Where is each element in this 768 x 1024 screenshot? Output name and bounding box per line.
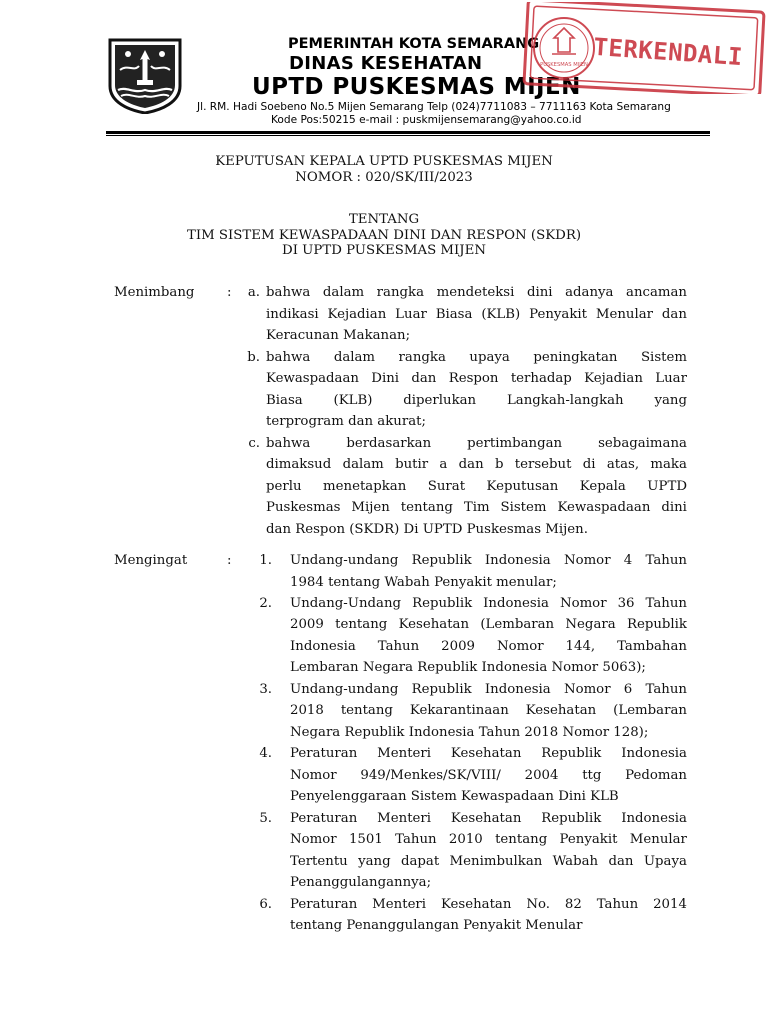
word: ttg xyxy=(582,768,602,783)
mengingat-item-5-line xyxy=(290,854,687,869)
word: dan xyxy=(458,457,484,472)
word: Peraturan xyxy=(290,897,358,912)
word: Tahun xyxy=(377,639,420,654)
word: dan xyxy=(661,307,687,322)
word: dalam xyxy=(333,350,376,365)
word: dini xyxy=(526,285,553,300)
word: adanya xyxy=(565,285,614,300)
mengingat-item-5-line: Penanggulangannya; xyxy=(290,875,432,890)
word: Indonesia xyxy=(484,682,551,697)
word: Tahun xyxy=(395,832,437,847)
menimbang-item-c-line xyxy=(266,479,687,494)
word: Kesehatan xyxy=(440,897,512,912)
mengingat-item-6-mark: 6. xyxy=(259,897,272,912)
word: terhadap xyxy=(510,371,572,386)
word: di xyxy=(582,457,596,472)
word: Langkah-langkah xyxy=(506,393,624,408)
word: Kepala xyxy=(579,479,626,494)
menimbang-item-a-line xyxy=(266,285,687,300)
menimbang-colon: : xyxy=(227,285,232,300)
word: Upaya xyxy=(643,854,687,869)
word: Kewaspadaan xyxy=(557,500,651,515)
word: (KLB) xyxy=(481,307,521,322)
word: indikasi xyxy=(266,307,319,322)
word: Tim xyxy=(463,500,490,515)
word: Kekarantinaan xyxy=(409,703,509,718)
word: Sistem xyxy=(640,350,687,365)
city-emblem-logo xyxy=(106,36,184,114)
menimbang-item-c-mark: c. xyxy=(248,436,260,451)
mengingat-item-2-line xyxy=(290,617,687,632)
mengingat-item-4-line: Penyelenggaraan Sistem Kewaspadaan Dini KLB xyxy=(290,789,619,804)
word: Nomor xyxy=(563,553,611,568)
word: Mijen xyxy=(351,500,390,515)
word: dalam xyxy=(322,285,365,300)
menimbang-item-c-line xyxy=(266,500,687,515)
mengingat-item-6-line: tentang Penanggulangan Penyakit Menular xyxy=(290,918,583,933)
word: bahwa xyxy=(266,285,311,300)
word: Tahun xyxy=(596,897,639,912)
word: Negara xyxy=(565,617,616,632)
word: 36 xyxy=(617,596,635,611)
mengingat-item-4-line xyxy=(290,768,687,783)
word: berdasarkan xyxy=(346,436,432,451)
word: 1501 xyxy=(348,832,383,847)
word: (Lembaran xyxy=(613,703,687,718)
word: Tahun xyxy=(645,596,687,611)
mengingat-item-5-line xyxy=(290,832,687,847)
word: 2004 xyxy=(524,768,559,783)
word: tersebut xyxy=(514,457,572,472)
word: Tertentu xyxy=(290,854,348,869)
word: Republik xyxy=(412,596,473,611)
word: Nomor xyxy=(290,832,337,847)
mengingat-label: Mengingat xyxy=(114,553,188,568)
word: Kesehatan xyxy=(450,746,522,761)
word: Indonesia xyxy=(484,553,551,568)
menimbang-item-b-mark: b. xyxy=(247,350,260,365)
word: ancaman xyxy=(626,285,687,300)
word: 2010 xyxy=(448,832,483,847)
word: 6 xyxy=(623,682,633,697)
menimbang-item-a-line: Keracunan Makanan; xyxy=(266,328,411,343)
word: Tahun xyxy=(645,553,687,568)
decree-subject-line2: DI UPTD PUSKESMAS MIJEN xyxy=(282,243,486,258)
mengingat-item-2-line: Lembaran Negara Republik Indonesia Nomor 5063); xyxy=(290,660,646,675)
word: Nomor xyxy=(290,768,337,783)
word: maka xyxy=(650,457,687,472)
word: yang xyxy=(358,854,391,869)
letterhead-rule-thick xyxy=(106,131,710,134)
word: (KLB) xyxy=(333,393,373,408)
word: diperlukan xyxy=(403,393,477,408)
word: Indonesia xyxy=(621,746,687,761)
word: tentang xyxy=(400,500,453,515)
word: Undang-Undang xyxy=(290,596,402,611)
mengingat-item-4-mark: 4. xyxy=(259,746,272,761)
word: Dini xyxy=(371,371,400,386)
menimbang-item-c-line: dan Respon (SKDR) Di UPTD Puskesmas Mijen. xyxy=(266,522,588,537)
word: rangka xyxy=(398,350,446,365)
letterhead-department: DINAS KESEHATAN xyxy=(289,53,483,74)
menimbang-item-a-mark: a. xyxy=(247,285,260,300)
menimbang-item-c-line xyxy=(266,436,687,451)
word: Menimbulkan xyxy=(449,854,543,869)
word: Kewaspadaan xyxy=(266,371,359,386)
word: Peraturan xyxy=(290,811,358,826)
word: Republik xyxy=(626,617,687,632)
mengingat-item-5-mark: 5. xyxy=(259,811,272,826)
word: Republik xyxy=(541,811,602,826)
word: dalam xyxy=(342,457,384,472)
word: Indonesia xyxy=(290,639,356,654)
menimbang-label: Menimbang xyxy=(114,285,195,300)
word: Respon xyxy=(448,371,499,386)
word: Republik xyxy=(411,682,472,697)
word: 2018 xyxy=(290,703,324,718)
word: UPTD xyxy=(647,479,687,494)
word: Menular xyxy=(595,307,654,322)
word: 949/Menkes/SK/VIII/ xyxy=(360,768,501,783)
word: peningkatan xyxy=(533,350,618,365)
decree-title: KEPUTUSAN KEPALA UPTD PUSKESMAS MIJEN xyxy=(215,154,553,169)
word: mendeteksi xyxy=(436,285,515,300)
menimbang-item-b-line xyxy=(266,350,687,365)
word: Luar xyxy=(655,371,687,386)
word: bahwa xyxy=(266,436,311,451)
mengingat-item-1-mark: 1. xyxy=(259,553,272,568)
word: Menular xyxy=(629,832,687,847)
word: menetapkan xyxy=(323,479,407,494)
mengingat-item-3-line xyxy=(290,703,687,718)
menimbang-item-a-line xyxy=(266,307,687,322)
word: pertimbangan xyxy=(467,436,563,451)
mengingat-item-2-line xyxy=(290,596,687,611)
mengingat-item-1-line: 1984 tentang Wabah Penyakit menular; xyxy=(290,575,557,590)
word: Republik xyxy=(411,553,472,568)
menimbang-item-b-line xyxy=(266,393,687,408)
word: Indonesia xyxy=(483,596,549,611)
word: Kesehatan xyxy=(525,703,597,718)
mengingat-colon: : xyxy=(227,553,232,568)
word: Luar xyxy=(395,307,427,322)
word: 82 xyxy=(564,897,582,912)
word: dan xyxy=(608,854,634,869)
word: 4 xyxy=(623,553,633,568)
word: Penyakit xyxy=(529,307,587,322)
mengingat-item-5-line xyxy=(290,811,687,826)
letterhead-rule-thin xyxy=(106,135,710,136)
letterhead-contact: Kode Pos:50215 e-mail : puskmijensemarang@yahoo.co.id xyxy=(271,114,582,126)
mengingat-item-3-line: Negara Republik Indonesia Tahun 2018 Nomor 128); xyxy=(290,725,649,740)
menimbang-item-b-line: terprogram dan akurat; xyxy=(266,414,426,429)
word: dini xyxy=(661,500,687,515)
mengingat-item-2-mark: 2. xyxy=(259,596,272,611)
word: yang xyxy=(654,393,687,408)
decree-subject-line1: TIM SISTEM KEWASPADAAN DINI DAN RESPON (SKDR) xyxy=(186,228,582,243)
word: Menteri xyxy=(377,746,432,761)
word: Undang-undang xyxy=(290,682,399,697)
stamp-main-text: TERKENDALI xyxy=(592,32,744,72)
word: Republik xyxy=(541,746,602,761)
word: sebagaimana xyxy=(598,436,687,451)
mengingat-item-3-line xyxy=(290,682,687,697)
word: Pedoman xyxy=(625,768,687,783)
word: Biasa xyxy=(435,307,473,322)
word: tentang xyxy=(335,617,388,632)
word: Menteri xyxy=(372,897,427,912)
word: Indonesia xyxy=(621,811,687,826)
word: (Lembaran xyxy=(480,617,555,632)
word: atas, xyxy=(606,457,640,472)
word: perlu xyxy=(266,479,302,494)
word: 144, xyxy=(565,639,596,654)
mengingat-item-4-line xyxy=(290,746,687,761)
word: No. xyxy=(526,897,550,912)
mengingat-item-3-mark: 3. xyxy=(259,682,272,697)
word: dan xyxy=(411,371,437,386)
word: Penyakit xyxy=(559,832,618,847)
word: dimaksud xyxy=(266,457,332,472)
word: Kesehatan xyxy=(398,617,470,632)
word: Nomor xyxy=(496,639,544,654)
word: a xyxy=(439,457,448,472)
word: Biasa xyxy=(266,393,303,408)
word: Tambahan xyxy=(617,639,687,654)
word: Surat xyxy=(427,479,466,494)
decree-about: TENTANG xyxy=(348,212,420,227)
mengingat-item-2-line xyxy=(290,639,687,654)
word: 2009 xyxy=(290,617,324,632)
word: Sistem xyxy=(500,500,547,515)
letterhead-government: PEMERINTAH KOTA SEMARANG xyxy=(288,36,540,52)
word: rangka xyxy=(376,285,425,300)
word: Tahun xyxy=(645,682,687,697)
stamp-ring-text: PUSKESMAS MIJEN xyxy=(540,62,588,68)
word: Kesehatan xyxy=(450,811,522,826)
word: 2014 xyxy=(653,897,687,912)
word: Nomor xyxy=(559,596,607,611)
word: Menteri xyxy=(377,811,432,826)
word: Peraturan xyxy=(290,746,358,761)
terkendali-stamp xyxy=(522,2,768,94)
word: Wabah xyxy=(552,854,599,869)
word: bahwa xyxy=(266,350,311,365)
word: tentang xyxy=(340,703,393,718)
word: upaya xyxy=(469,350,510,365)
word: 2009 xyxy=(441,639,475,654)
word: Kejadian xyxy=(327,307,387,322)
mengingat-item-6-line xyxy=(290,897,687,912)
letterhead-unit: UPTD PUSKESMAS MIJEN xyxy=(252,74,581,100)
word: Keputusan xyxy=(486,479,559,494)
word: Kejadian xyxy=(584,371,643,386)
mengingat-item-1-line xyxy=(290,553,687,568)
word: Puskesmas xyxy=(266,500,341,515)
word: Nomor xyxy=(563,682,611,697)
word: Undang-undang xyxy=(290,553,399,568)
word: butir xyxy=(395,457,429,472)
decree-number: NOMOR : 020/SK/III/2023 xyxy=(295,170,473,185)
word: b xyxy=(494,457,504,472)
word: dapat xyxy=(400,854,440,869)
menimbang-item-c-line xyxy=(266,457,687,472)
menimbang-item-b-line xyxy=(266,371,687,386)
word: tentang xyxy=(495,832,548,847)
letterhead-address: Jl. RM. Hadi Soebeno No.5 Mijen Semarang Telp (024)7711083 – 7711163 Kota Semarang xyxy=(197,101,671,113)
